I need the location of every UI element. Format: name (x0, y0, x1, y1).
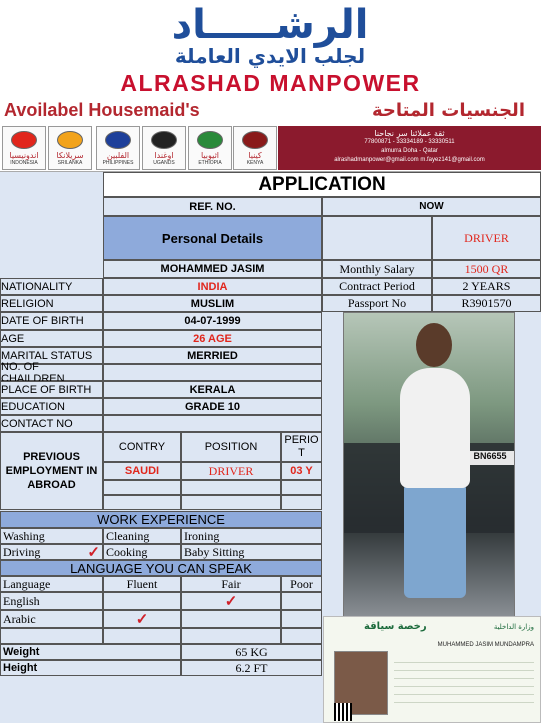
contact-box (278, 126, 541, 170)
employment-label: PREVIOUS EMPLOYMENT IN ABROAD (0, 432, 103, 510)
work-item-babysitting: Baby Sitting (181, 544, 322, 560)
arabic-subtitle: لجلب الايدي العاملة (174, 44, 366, 68)
work-item-ironing: Ironing (181, 528, 322, 544)
blank-cell (103, 628, 181, 644)
uganda-flag-icon (151, 131, 177, 149)
applicant-name: MOHAMMED JASIM (103, 260, 322, 278)
children-value (103, 364, 322, 381)
weight-value: 65 KG (181, 644, 322, 660)
children-label: NO. OF CHAILDREN (0, 364, 103, 381)
col-language: Language (0, 576, 103, 592)
flag-philippines (96, 126, 140, 170)
blank-cell (181, 480, 281, 495)
height-value: 6.2 FT (181, 660, 322, 676)
employment-position: DRIVER (181, 462, 281, 480)
person-body (400, 368, 470, 488)
education-label: EDUCATION (0, 398, 103, 415)
col-country: CONTRY (103, 432, 181, 462)
contact-tagline: ثقة عملائنا سر نجاحنا (374, 129, 445, 138)
height-label: Height (0, 660, 181, 676)
flag-label-en: KENYA (246, 160, 264, 166)
employment-country: SAUDI (103, 462, 181, 480)
flag-srilanka (48, 126, 92, 170)
col-position: POSITION (181, 432, 281, 462)
flag-ethiopia (188, 126, 232, 170)
work-item-cooking: Cooking (103, 544, 181, 560)
license-name: MUHAMMED JASIM MUNDAMPRA (437, 642, 534, 648)
religion-label: RELIGION (0, 295, 103, 312)
contact-address: almurra Doha - Qatar (381, 148, 438, 154)
work-item-cleaning: Cleaning (103, 528, 181, 544)
kenya-flag-icon (242, 131, 268, 149)
available-ar: الجنسيات المتاحة (371, 100, 525, 121)
col-fluent: Fluent (103, 576, 181, 592)
flag-label-en: PHILIPPINES (102, 160, 134, 166)
flag-label-ar: الفلبين (106, 151, 130, 160)
checkmark-icon: ✓ (87, 544, 100, 561)
salary-label: Monthly Salary (322, 260, 432, 278)
marital-label: MARITAL STATUS (0, 347, 103, 364)
application-title: APPLICATION (103, 172, 541, 197)
pob-value: KERALA (103, 381, 322, 398)
marital-value: MERRIED (103, 347, 322, 364)
license-row (394, 655, 534, 663)
passport-label: Passport No (322, 295, 432, 312)
english-fluent (103, 592, 181, 610)
lang-english: English (0, 592, 103, 610)
personal-details-header: Personal Details (103, 216, 322, 260)
philippines-flag-icon (105, 131, 131, 149)
work-item-washing: Washing (0, 528, 103, 544)
flag-kenya (233, 126, 277, 170)
license-issuer: وزارة الداخلية (493, 623, 534, 631)
arabic-fluent (103, 610, 181, 628)
work-item-driving-cell (0, 544, 103, 560)
contact-phones: 77800871 - 33334189 - 33330511 (364, 139, 455, 145)
weight-label: Weight (0, 644, 181, 660)
available-bar (0, 100, 541, 122)
available-en: Avoilabel Housemaid's (4, 100, 200, 120)
blank-cell (181, 628, 281, 644)
flag-label-ar: كينيا (248, 151, 262, 160)
person-head (416, 323, 452, 367)
arabic-fair (181, 610, 281, 628)
education-value: GRADE 10 (103, 398, 322, 415)
blank-cell (322, 216, 432, 260)
blank-cell (103, 480, 181, 495)
applicant-photo (343, 312, 515, 618)
brand-name: ALRASHAD MANPOWER (120, 70, 421, 96)
english-fair (181, 592, 281, 610)
age-value: 26 AGE (103, 330, 322, 347)
col-poor: Poor (281, 576, 322, 592)
driving-license-image (323, 616, 541, 723)
flag-indonesia (2, 126, 46, 170)
contact-label: CONTACT NO (0, 415, 103, 432)
flag-label-ar: سريلانكا (56, 151, 84, 160)
license-row (394, 695, 534, 703)
age-label: AGE (0, 330, 103, 347)
religion-value: MUSLIM (103, 295, 322, 312)
flag-label-ar: اوغندا (154, 151, 174, 160)
work-item-driving: Driving (3, 544, 41, 559)
license-fields (394, 655, 534, 703)
language-header: LANGUAGE YOU CAN SPEAK (0, 560, 322, 576)
nationality-value: INDIA (103, 278, 322, 295)
dob-label: DATE OF BIRTH (0, 312, 103, 330)
blank-cell (281, 495, 322, 510)
checkmark-icon: ✓ (135, 611, 149, 628)
blank-cell (181, 495, 281, 510)
blank-cell (103, 495, 181, 510)
salary-value: 1500 QR (432, 260, 541, 278)
flag-label-ar: اندونيسيا (9, 151, 39, 160)
contract-label: Contract Period (322, 278, 432, 295)
license-row (394, 679, 534, 687)
arabic-logo: الرشـــــاد (171, 2, 369, 48)
contact-value (103, 415, 322, 432)
contact-emails: alrashadmanpower@gmail.com m.fayez141@gmail.com (334, 157, 485, 163)
lang-arabic: Arabic (0, 610, 103, 628)
employment-period: 03 Y (281, 462, 322, 480)
flag-label-en: INDONESIA (10, 160, 38, 166)
flag-label-en: SRILANKA (57, 160, 83, 166)
contract-value: 2 YEARS (432, 278, 541, 295)
ethiopia-flag-icon (197, 131, 223, 149)
col-period: PERIO T (281, 432, 322, 462)
ref-value: NOW (322, 197, 541, 216)
pob-label: PLACE OF BIRTH (0, 381, 103, 398)
work-experience-header: WORK EXPERIENCE (0, 511, 322, 528)
license-row (394, 671, 534, 679)
dob-value: 04-07-1999 (103, 312, 322, 330)
indonesia-flag-icon (11, 131, 37, 149)
ref-label: REF. NO. (103, 197, 322, 216)
passport-value: R3901570 (432, 295, 541, 312)
nationality-label: NATIONALITY (0, 278, 103, 295)
blank-cell (281, 480, 322, 495)
plate-number: BN6655 (466, 451, 514, 465)
srilanka-flag-icon (57, 131, 83, 149)
flag-uganda (142, 126, 186, 170)
qr-code-icon (334, 703, 352, 721)
col-fair: Fair (181, 576, 281, 592)
license-title: رخصة سياقة (364, 621, 427, 632)
arabic-poor (281, 610, 322, 628)
person-legs (404, 483, 466, 598)
english-poor (281, 592, 322, 610)
flag-label-ar: اثيوبيا (200, 151, 220, 160)
flag-label-en: ETHIOPIA (198, 160, 222, 166)
license-row (394, 663, 534, 671)
flag-label-en: UGANDS (153, 160, 175, 166)
blank-cell (281, 628, 322, 644)
blank-cell (0, 628, 103, 644)
position-value: DRIVER (432, 216, 541, 260)
license-row (394, 687, 534, 695)
checkmark-icon: ✓ (224, 593, 238, 610)
